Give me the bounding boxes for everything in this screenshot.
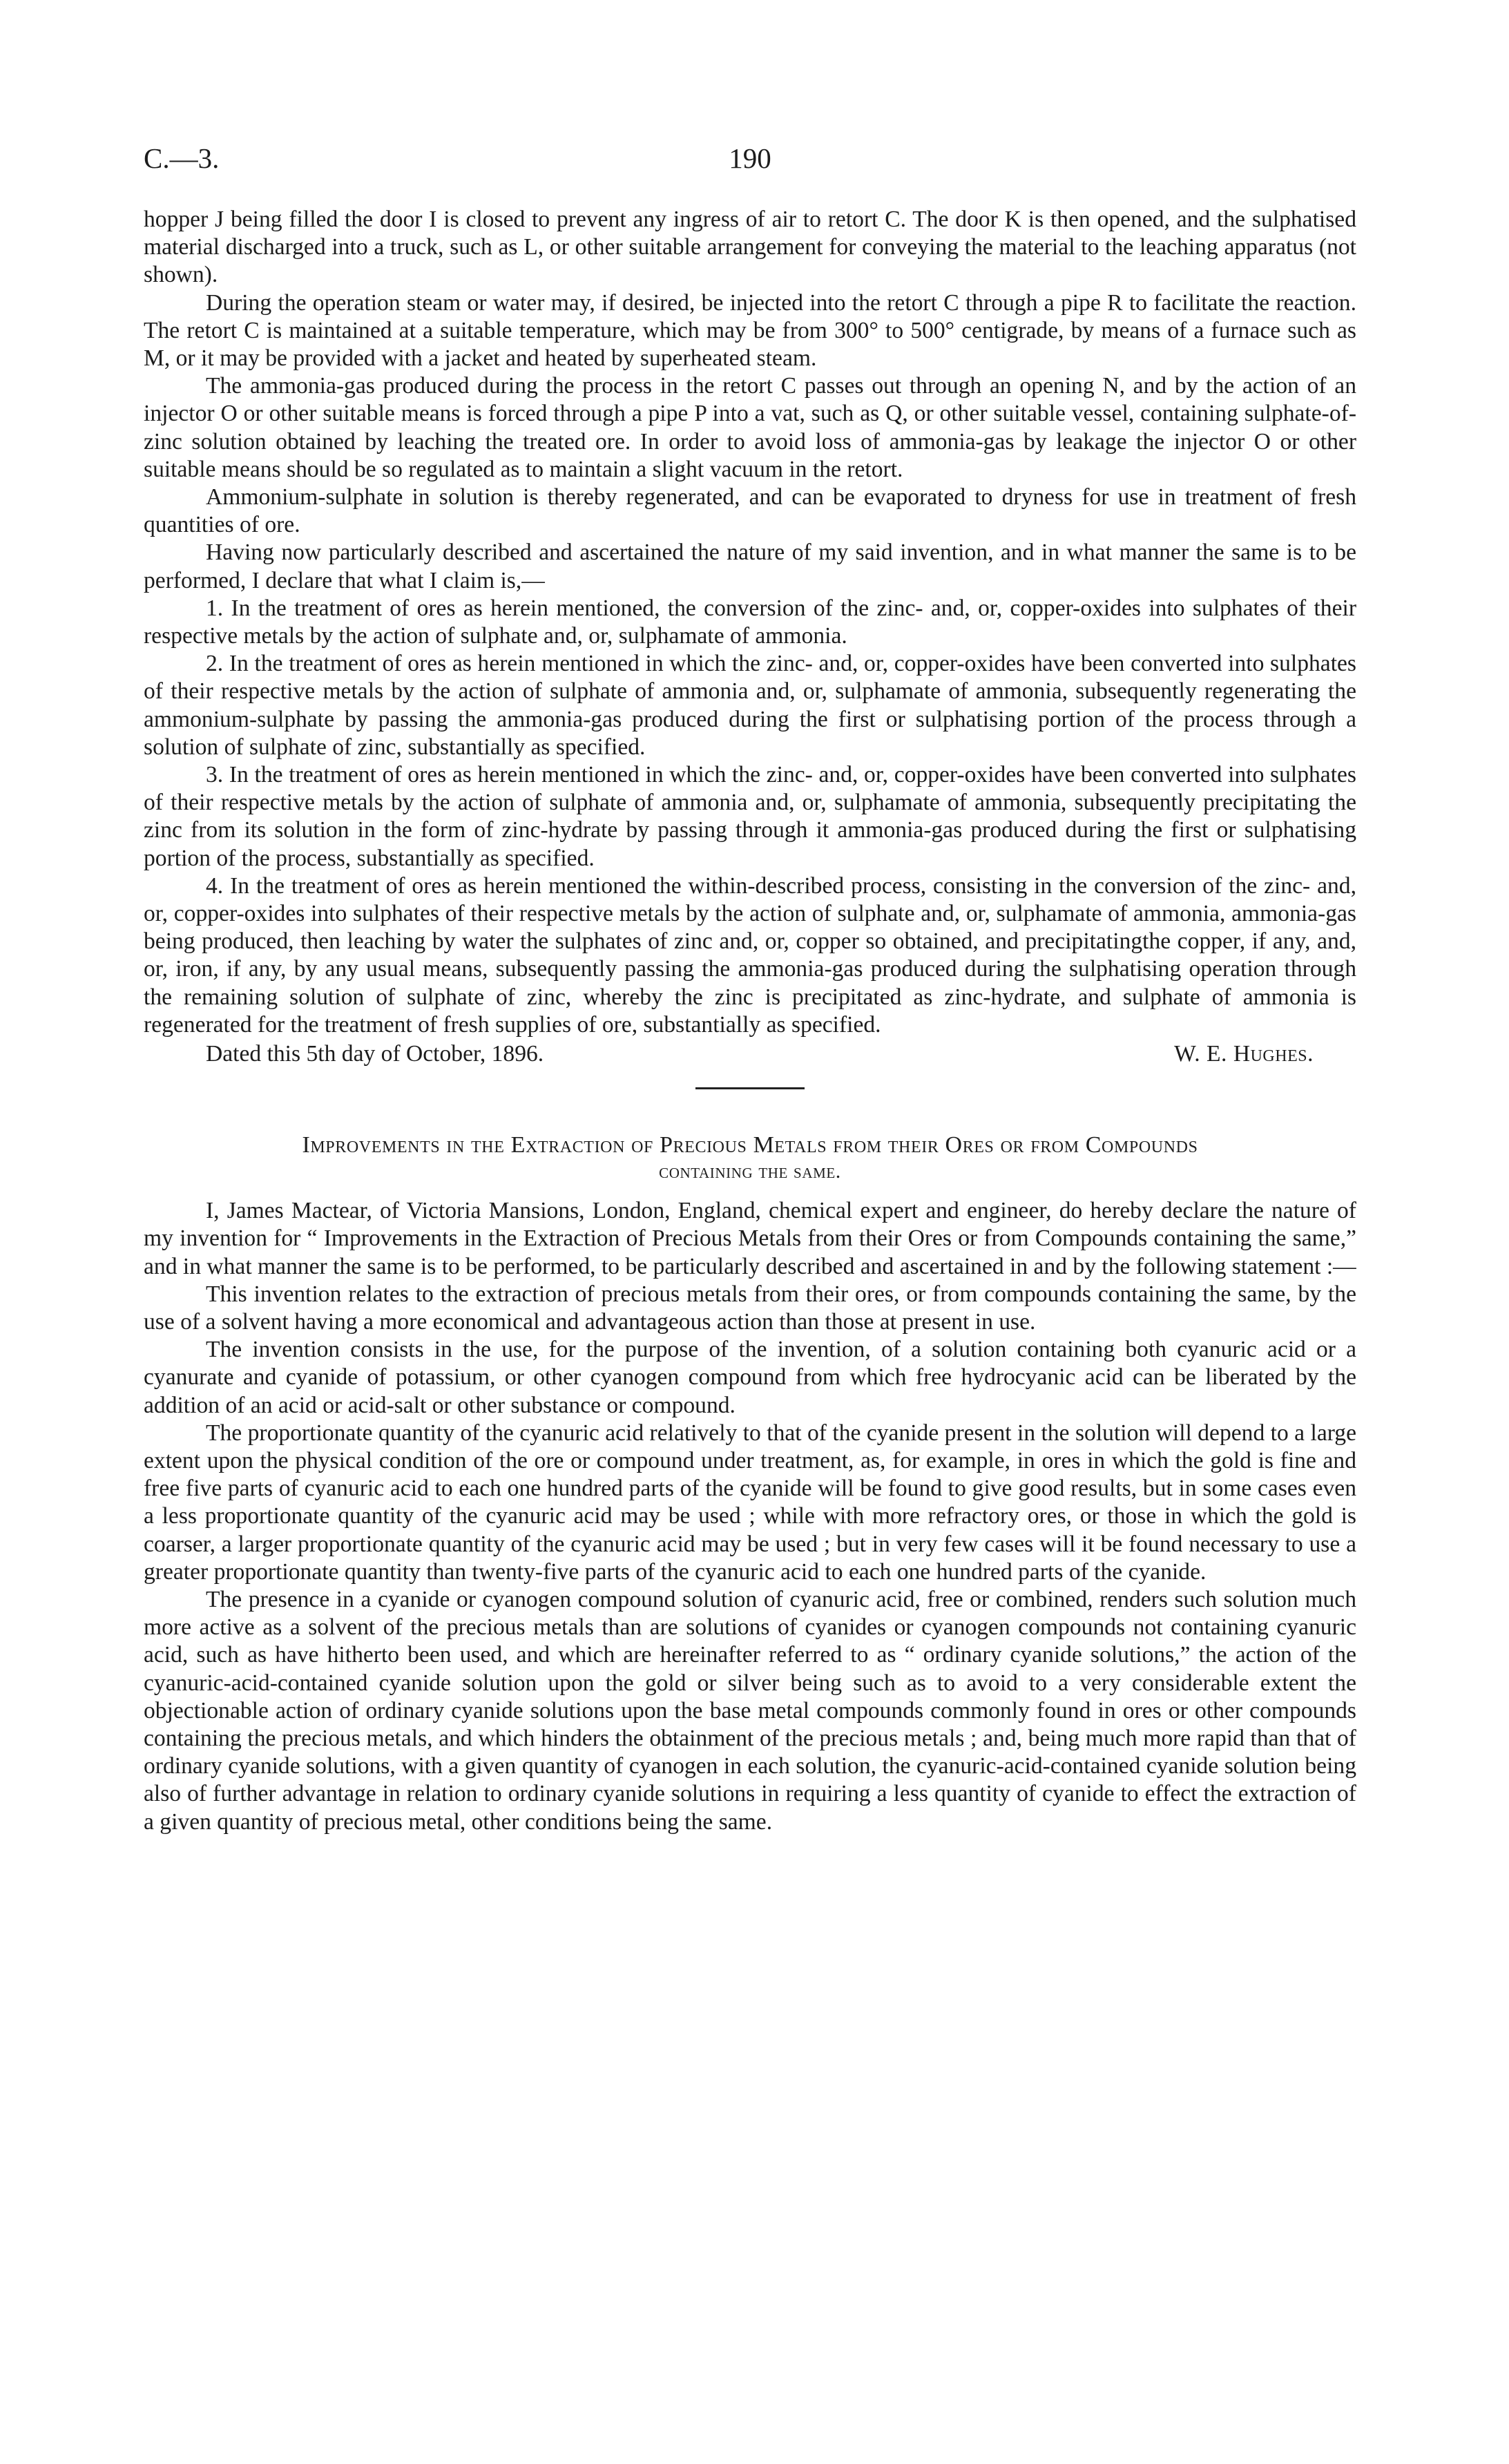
page-body [144,206,1356,1836]
paragraph: The presence in a cyanide or cyanogen compound solution of cyanuric acid, free or combined, renders such solution much more active as a solvent of the precious metals than are solutions of cyanides or cyanogen compounds not containing cyanuric acid, such as have hitherto been used, and which are hereinafter referred to as “ ordinary cyanide solutions,” the action of the cyanuric-acid-contained cyanide solution upon the gold or silver being such as to avoid to a very considerable extent the objectionable action of ordinary cyanide solutions upon the base metal compounds commonly found in ores or other compounds containing the precious metals, and which hinders the obtainment of the precious metals ; and, being much more rapid than that of ordinary cyanide solutions, with a given quantity of cyanogen in each solution, the cyanuric-acid-contained cyanide solution being also of further advantage in relation to ordinary cyanide solutions in requiring a less quantity of cyanide to effect the extraction of a given quantity of precious metal, other conditions being the same. [144,1586,1356,1835]
date-text: Dated this 5th day of October, 1896. [206,1041,544,1067]
paragraph: The ammonia-gas produced during the process in the retort C passes out through an opening N, and by the action of an injector O or other suitable means is forced through a pipe P into a vat, such as Q, or other suitable vessel, containing sulphate-of-zinc solution obtained by leaching the treated ore. In order to avoid loss of ammonia-gas by leakage the injector O or other suitable means should be so regulated as to maintain a slight vacuum in the retort. [144,373,1356,482]
claim-4: 4. In the treatment of ores as herein mentioned the within-described process, consisting in the conversion of the zinc- and, or, copper-oxides into sulphates of their respective metals by the action of sulphate and, or, sulphamate of ammonia, ammonia-gas being produced, then leaching by water the sulphates of zinc and, or, copper so obtained, and precipitatingthe copper, if any, and, or, iron, if any, by any usual means, subsequently passing the ammonia-gas produced during the sulphatising operation through the remaining solution of sulphate of zinc, whereby the zinc is precipitated as zinc-hydrate, and sulphate of ammonia is regenerated for the treatment of fresh supplies of ore, substantially as specified. [144,872,1356,1038]
paragraph: The proportionate quantity of the cyanuric acid relatively to that of the cyanide present in the solution will depend to a large extent upon the physical condition of the ore or compound under treatment, as, for example, in ores in which the gold is fine and free five parts of cyanuric acid to each one hundred parts of the cyanide will be found to give good results, but in some cases even a less proportionate quantity of the cyanuric acid may be used ; while with more refractory ores, or those in which the gold is coarser, a larger proportionate quantity of the cyanuric acid may be used ; but in very few cases will it be found necessary to use a greater proportionate quantity than twenty-five parts of the cyanuric acid to each one hundred parts of the cyanide. [144,1420,1356,1585]
document-reference: C.—3. [144,142,220,174]
paragraph: I, James Mactear, of Victoria Mansions, London, England, chemical expert and engineer, do hereby declare the nature of my invention for “ Improvements in the Extraction of Precious Metals from their Ores or from Compounds containing the same,” and in what manner the same is to be performed, to be particularly described and ascertained in and by the following statement :— [144,1198,1356,1279]
paragraph: hopper J being filled the door I is closed to prevent any ingress of air to retort C. The door K is then opened, and the sulphatised material discharged into a truck, such as L, or other suitable arrangement for conveying the material to the leaching apparatus (not shown). [144,207,1356,288]
dated-line [144,1040,1356,1069]
paragraph: This invention relates to the extraction of precious metals from their ores, or from compounds containing the same, by the use of a solvent having a more economical and advantageous action than those at present in use. [144,1281,1356,1335]
signature: W. E. Hughes. [1174,1041,1314,1067]
section-title [144,1132,1356,1185]
claim-2: 2. In the treatment of ores as herein mentioned in which the zinc- and, or, copper-oxides have been converted into sulphates of their respective metals by the action of sulphate of ammonia and, or, sulphamate of ammonia, subsequently regenerating the ammonium-sulphate by passing the ammonia-gas produced during the first or sulphatising portion of the process through a solution of sulphate of zinc, substantially as specified. [144,651,1356,760]
claim-3: 3. In the treatment of ores as herein mentioned in which the zinc- and, or, copper-oxides have been converted into sulphates of their respective metals by the action of sulphate of ammonia and, or, sulphamate of ammonia, subsequently precipitating the zinc from its solution in the form of zinc-hydrate by passing through it ammonia-gas produced during the first or sulphatising portion of the process, substantially as specified. [144,762,1356,871]
page-header [144,142,1356,183]
paragraph: During the operation steam or water may, if desired, be injected into the retort C through a pipe R to facilitate the reaction. The retort C is maintained at a suitable temperature, which may be from 300° to 500° centigrade, by means of a furnace such as M, or it may be provided with a jacket and heated by superheated steam. [144,289,1356,372]
section-title-line-1: Improvements in the Extraction of Precious Metals from their Ores or from Compounds [302,1132,1198,1158]
page-number: 190 [729,142,771,174]
paragraph: Having now particularly described and ascertained the nature of my said invention, and in what manner the same is to be performed, I declare that what I claim is,— [144,539,1356,593]
paragraph: The invention consists in the use, for the purpose of the invention, of a solution containing both cyanuric acid or a cyanurate and cyanide of potassium, or other cyanogen compound from which free hydrocyanic acid can be liberated by the addition of an acid or acid-salt or other substance or compound. [144,1337,1356,1418]
section-divider [695,1087,805,1089]
paragraph: Ammonium-sulphate in solution is thereby regenerated, and can be evaporated to dryness for use in treatment of fresh quantities of ore. [144,484,1356,538]
claim-1: 1. In the treatment of ores as herein mentioned, the conversion of the zinc- and, or, copper-oxides into sulphates of their respective metals by the action of sulphate and, or, sulphamate of ammonia. [144,595,1356,649]
section-title-line-2: containing the same. [659,1160,841,1183]
